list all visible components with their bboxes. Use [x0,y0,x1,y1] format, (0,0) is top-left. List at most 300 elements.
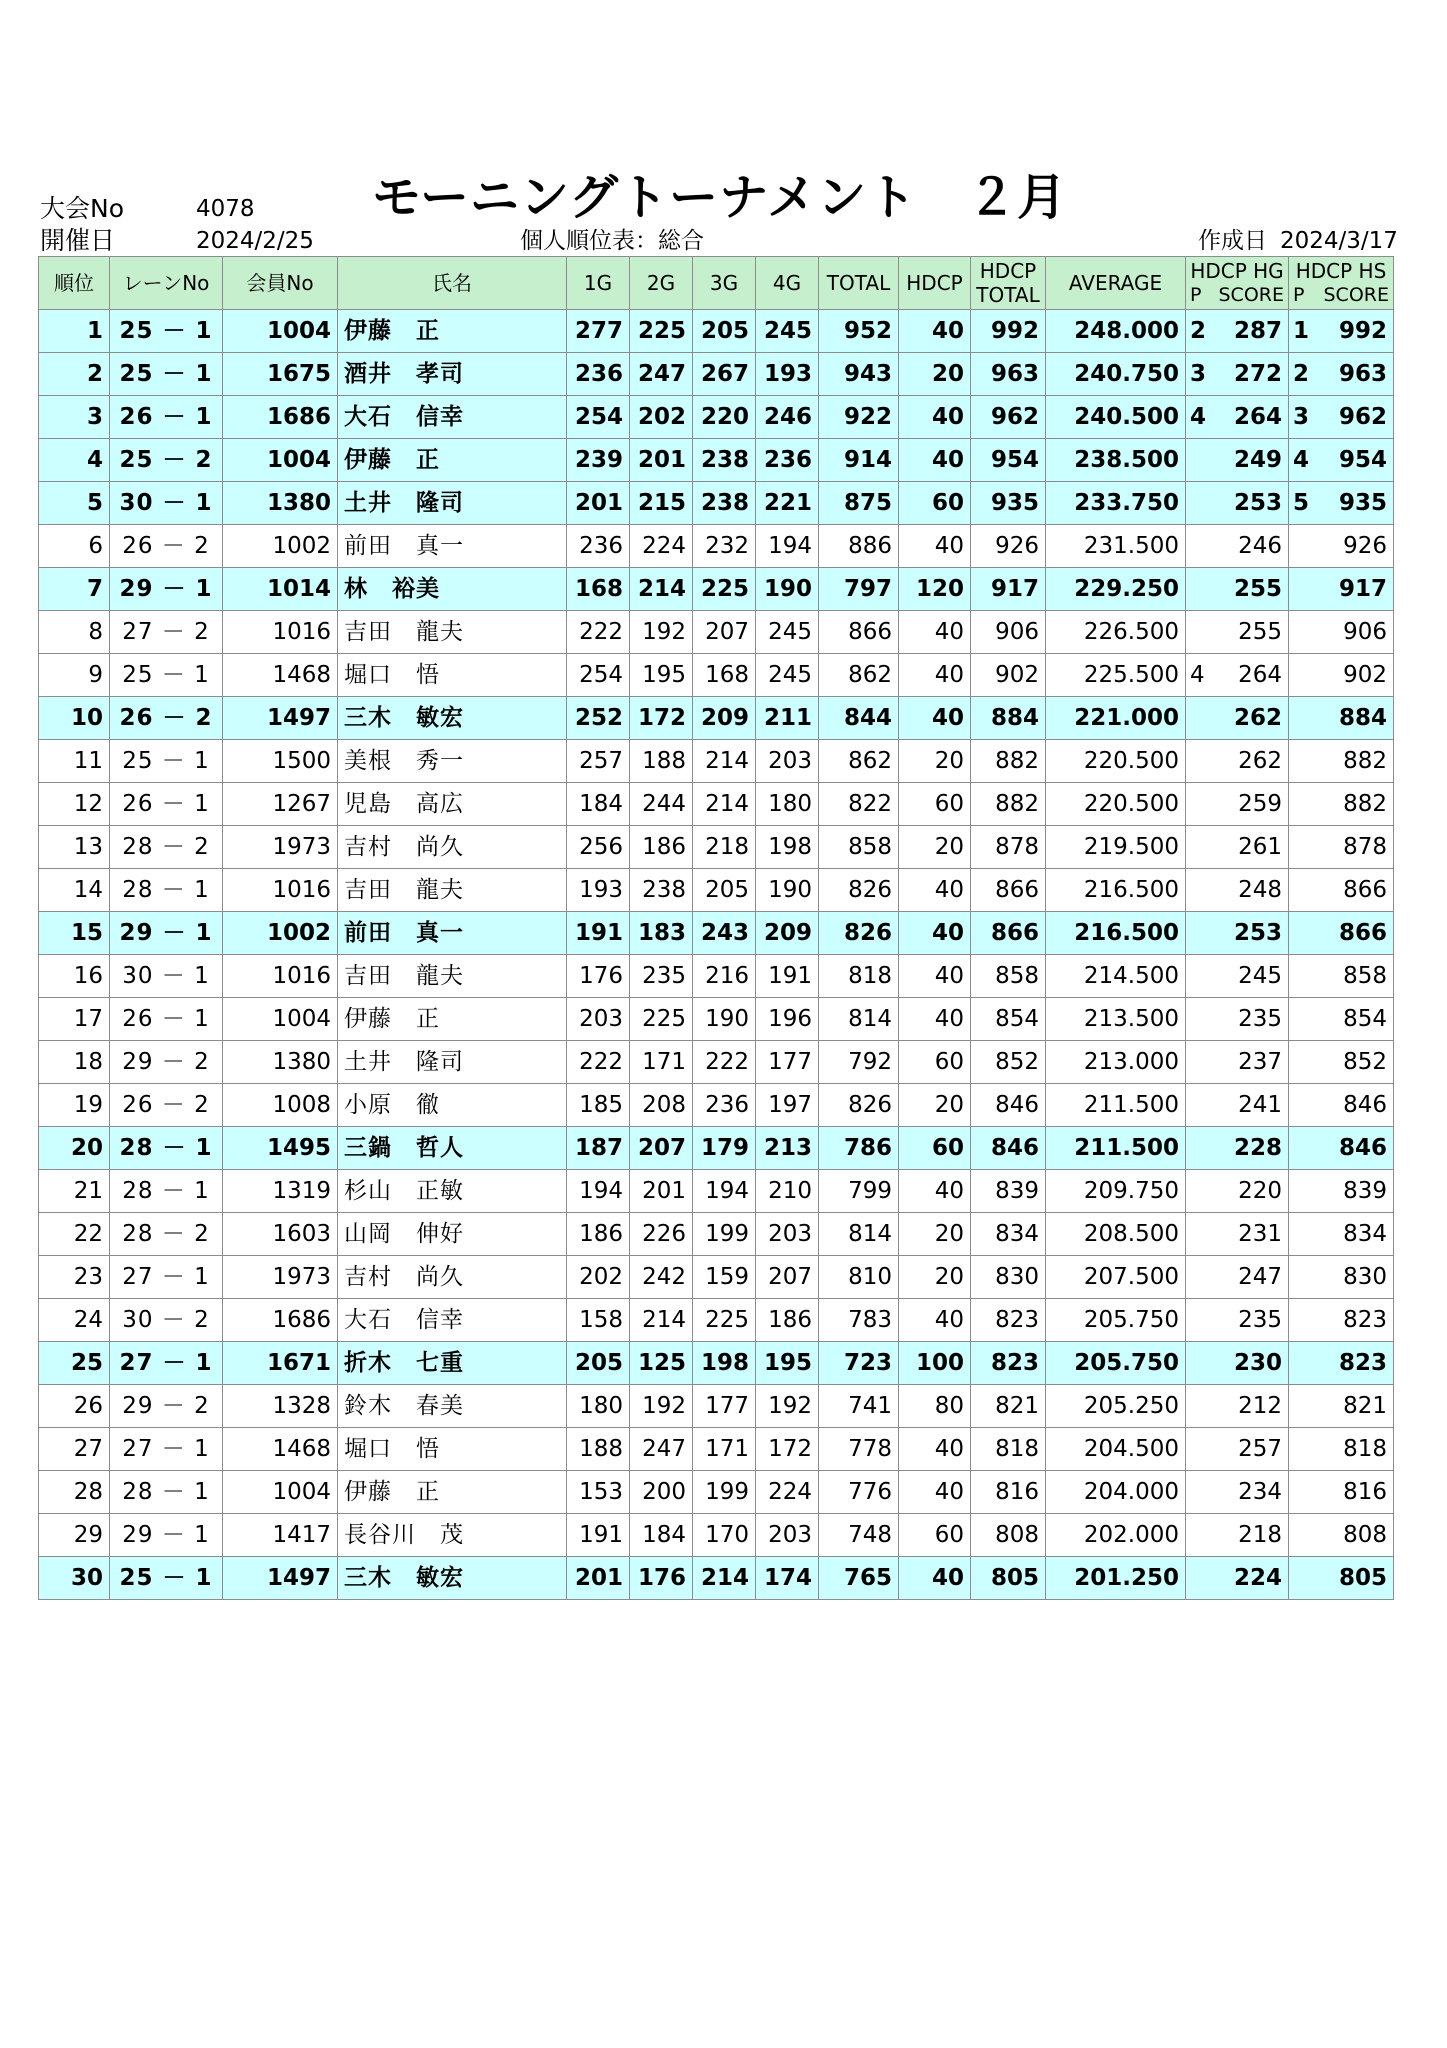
lane-cell: 30 － 1 [110,482,223,525]
game3-cell: 168 [693,654,756,697]
hdcp-hg-cell [1186,310,1289,353]
hs-score: 846 [1343,1092,1387,1118]
lane-cell: 25 － 1 [110,310,223,353]
average-cell: 205.250 [1046,1385,1186,1428]
table-row [39,697,1394,740]
hdcp-total-cell: 962 [971,396,1046,439]
hdcp-total-cell: 963 [971,353,1046,396]
hdcp-hg-cell [1186,439,1289,482]
hdcp-total-cell: 954 [971,439,1046,482]
hg-score: 255 [1238,619,1282,645]
average-cell: 216.500 [1046,869,1186,912]
rank-cell: 15 [39,912,110,955]
rank-cell: 23 [39,1256,110,1299]
game4-cell: 172 [756,1428,819,1471]
hdcp-hs-cell [1289,1213,1394,1256]
hg-score: 237 [1238,1049,1282,1075]
rank-cell: 7 [39,568,110,611]
rank-cell: 27 [39,1428,110,1471]
lane-cell: 25 － 1 [110,353,223,396]
hdcp-hs-cell [1289,1041,1394,1084]
average-cell: 211.500 [1046,1127,1186,1170]
hdcp-hg-cell [1186,396,1289,439]
player-name-cell: 林 裕美 [338,568,567,611]
average-cell: 220.500 [1046,783,1186,826]
hg-score: 220 [1238,1178,1282,1204]
rank-cell: 13 [39,826,110,869]
game2-cell: 226 [630,1213,693,1256]
hs-score: 839 [1343,1178,1387,1204]
rank-cell: 12 [39,783,110,826]
hs-score: 935 [1338,490,1387,516]
game3-cell: 199 [693,1471,756,1514]
member-no-cell: 1002 [223,525,338,568]
hdcp-hs-cell [1289,1514,1394,1557]
hdcp-hg-cell [1186,611,1289,654]
member-no-cell: 1497 [223,1557,338,1600]
hdcp-total-cell: 823 [971,1342,1046,1385]
hdcp-hs-cell [1289,1299,1394,1342]
hdcp-cell: 40 [899,611,971,654]
hg-score: 272 [1233,361,1282,387]
total-cell: 818 [819,955,899,998]
member-no-cell: 1603 [223,1213,338,1256]
hdcp-cell: 40 [899,1557,971,1600]
game1-cell: 153 [567,1471,630,1514]
rank-cell: 11 [39,740,110,783]
average-cell: 229.250 [1046,568,1186,611]
hdcp-cell: 60 [899,1127,971,1170]
page-title: モーニングトーナメント ２月 [372,169,1068,226]
hdcp-hg-cell [1186,998,1289,1041]
total-cell: 826 [819,912,899,955]
average-cell: 248.000 [1046,310,1186,353]
member-no-cell: 1495 [223,1127,338,1170]
col-hdcp-total-line2: TOTAL [976,283,1040,307]
hdcp-hg-cell [1186,697,1289,740]
average-cell: 216.500 [1046,912,1186,955]
col-member: 会員No [223,257,338,310]
hg-score: 248 [1238,877,1282,903]
hdcp-cell: 60 [899,783,971,826]
game1-cell: 205 [567,1342,630,1385]
player-name-cell: 土井 隆司 [338,482,567,525]
player-name-cell: 酒井 孝司 [338,353,567,396]
hdcp-total-cell: 992 [971,310,1046,353]
hdcp-cell: 120 [899,568,971,611]
game2-cell: 125 [630,1342,693,1385]
hdcp-total-cell: 884 [971,697,1046,740]
rank-cell: 1 [39,310,110,353]
game2-cell: 188 [630,740,693,783]
lane-cell: 28 － 1 [110,1127,223,1170]
game2-cell: 214 [630,568,693,611]
hdcp-total-cell: 834 [971,1213,1046,1256]
game3-cell: 205 [693,310,756,353]
game2-cell: 244 [630,783,693,826]
col-g3: 3G [693,257,756,310]
hs-score: 882 [1343,791,1387,817]
member-no-cell: 1973 [223,1256,338,1299]
average-cell: 240.500 [1046,396,1186,439]
game3-cell: 190 [693,998,756,1041]
player-name-cell: 吉田 龍夫 [338,611,567,654]
total-cell: 822 [819,783,899,826]
game4-cell: 210 [756,1170,819,1213]
lane-cell: 25 － 1 [110,654,223,697]
total-cell: 875 [819,482,899,525]
average-cell: 205.750 [1046,1299,1186,1342]
game1-cell: 257 [567,740,630,783]
player-name-cell: 三木 敏宏 [338,697,567,740]
game3-cell: 238 [693,439,756,482]
game2-cell: 171 [630,1041,693,1084]
ranking-table [38,256,1394,1600]
game1-cell: 191 [567,912,630,955]
game4-cell: 236 [756,439,819,482]
member-no-cell: 1016 [223,955,338,998]
table-row [39,869,1394,912]
game1-cell: 236 [567,525,630,568]
rank-cell: 8 [39,611,110,654]
game3-cell: 225 [693,1299,756,1342]
lane-cell: 30 － 1 [110,955,223,998]
hg-score: 212 [1238,1393,1282,1419]
average-cell: 231.500 [1046,525,1186,568]
hdcp-hs-cell [1289,310,1394,353]
game1-cell: 203 [567,998,630,1041]
game4-cell: 203 [756,1213,819,1256]
hs-score: 866 [1343,877,1387,903]
game3-cell: 214 [693,783,756,826]
hdcp-hg-cell [1186,783,1289,826]
hdcp-hs-cell [1289,568,1394,611]
lane-cell: 27 － 1 [110,1256,223,1299]
lane-cell: 27 － 2 [110,611,223,654]
hs-score: 830 [1343,1264,1387,1290]
game4-cell: 193 [756,353,819,396]
table-row [39,1428,1394,1471]
hg-score: 235 [1238,1307,1282,1333]
game1-cell: 239 [567,439,630,482]
rank-cell: 25 [39,1342,110,1385]
lane-cell: 26 － 2 [110,1084,223,1127]
hdcp-total-cell: 902 [971,654,1046,697]
game2-cell: 172 [630,697,693,740]
table-row [39,310,1394,353]
table-row [39,783,1394,826]
hdcp-hg-cell [1186,912,1289,955]
rank-cell: 19 [39,1084,110,1127]
average-cell: 201.250 [1046,1557,1186,1600]
hdcp-cell: 40 [899,1428,971,1471]
hg-score: 253 [1233,490,1282,516]
lane-cell: 26 － 1 [110,998,223,1041]
player-name-cell: 杉山 正敏 [338,1170,567,1213]
average-cell: 233.750 [1046,482,1186,525]
event-date: 2024/2/25 [196,228,314,254]
hs-place: 4 [1293,447,1310,473]
table-row [39,1041,1394,1084]
game4-cell: 211 [756,697,819,740]
game3-cell: 220 [693,396,756,439]
rank-cell: 21 [39,1170,110,1213]
hdcp-total-cell: 882 [971,740,1046,783]
game4-cell: 198 [756,826,819,869]
table-row [39,439,1394,482]
average-cell: 219.500 [1046,826,1186,869]
game3-cell: 216 [693,955,756,998]
hs-score: 962 [1338,404,1387,430]
game4-cell: 245 [756,310,819,353]
rank-cell: 2 [39,353,110,396]
rank-cell: 5 [39,482,110,525]
average-cell: 225.500 [1046,654,1186,697]
hs-score: 906 [1343,619,1387,645]
game4-cell: 203 [756,1514,819,1557]
game2-cell: 192 [630,1385,693,1428]
date-label: 開催日 [40,226,116,255]
game2-cell: 225 [630,998,693,1041]
rank-cell: 9 [39,654,110,697]
hg-place: 3 [1190,361,1207,387]
hg-score: 257 [1238,1436,1282,1462]
game4-cell: 207 [756,1256,819,1299]
table-row [39,1299,1394,1342]
hdcp-hs-cell [1289,439,1394,482]
hs-score: 954 [1338,447,1387,473]
total-cell: 748 [819,1514,899,1557]
hs-score: 866 [1338,920,1387,946]
total-cell: 778 [819,1428,899,1471]
hg-score: 261 [1238,834,1282,860]
col-hg-p: P [1190,284,1202,306]
game1-cell: 191 [567,1514,630,1557]
rank-cell: 26 [39,1385,110,1428]
hdcp-cell: 60 [899,1041,971,1084]
hdcp-hg-cell [1186,1213,1289,1256]
hdcp-hg-cell [1186,869,1289,912]
game2-cell: 247 [630,1428,693,1471]
hg-place: 4 [1190,404,1207,430]
hs-score: 992 [1338,318,1387,344]
hdcp-hs-cell [1289,396,1394,439]
total-cell: 814 [819,998,899,1041]
hdcp-hs-cell [1289,1170,1394,1213]
hdcp-cell: 40 [899,912,971,955]
game2-cell: 238 [630,869,693,912]
hdcp-hs-cell [1289,740,1394,783]
hdcp-hs-cell [1289,1557,1394,1600]
average-cell: 208.500 [1046,1213,1186,1256]
lane-cell: 25 － 1 [110,740,223,783]
hs-place: 3 [1293,404,1310,430]
hdcp-hs-cell [1289,1428,1394,1471]
game1-cell: 222 [567,611,630,654]
game1-cell: 254 [567,654,630,697]
player-name-cell: 堀口 悟 [338,654,567,697]
hdcp-hg-cell [1186,740,1289,783]
game4-cell: 221 [756,482,819,525]
hdcp-hs-cell [1289,1342,1394,1385]
game3-cell: 232 [693,525,756,568]
col-hdcp-total [971,257,1046,310]
hg-score: 228 [1233,1135,1282,1161]
total-cell: 814 [819,1213,899,1256]
rank-cell: 29 [39,1514,110,1557]
hs-score: 963 [1338,361,1387,387]
table-row [39,1084,1394,1127]
average-cell: 202.000 [1046,1514,1186,1557]
table-row [39,740,1394,783]
hs-score: 805 [1338,1565,1387,1591]
member-no-cell: 1014 [223,568,338,611]
game3-cell: 205 [693,869,756,912]
lane-cell: 28 － 1 [110,1170,223,1213]
average-cell: 205.750 [1046,1342,1186,1385]
hdcp-total-cell: 846 [971,1084,1046,1127]
hdcp-hg-cell [1186,353,1289,396]
player-name-cell: 土井 隆司 [338,1041,567,1084]
member-no-cell: 1016 [223,869,338,912]
hdcp-total-cell: 808 [971,1514,1046,1557]
hdcp-hg-cell [1186,1557,1289,1600]
hg-score: 247 [1238,1264,1282,1290]
lane-cell: 25 － 1 [110,1557,223,1600]
table-row [39,955,1394,998]
game4-cell: 245 [756,654,819,697]
rank-cell: 24 [39,1299,110,1342]
table-row [39,396,1394,439]
member-no-cell: 1675 [223,353,338,396]
game2-cell: 195 [630,654,693,697]
game3-cell: 198 [693,1342,756,1385]
hdcp-cell: 100 [899,1342,971,1385]
table-row [39,912,1394,955]
hg-score: 224 [1233,1565,1282,1591]
game1-cell: 201 [567,482,630,525]
hdcp-cell: 40 [899,1170,971,1213]
col-hdcp-hs [1289,257,1394,310]
hs-score: 823 [1343,1307,1387,1333]
player-name-cell: 山岡 伸好 [338,1213,567,1256]
col-hdcp-total-line1: HDCP [979,259,1037,283]
lane-cell: 26 － 2 [110,525,223,568]
game3-cell: 243 [693,912,756,955]
hdcp-cell: 40 [899,955,971,998]
table-row [39,482,1394,525]
total-cell: 886 [819,525,899,568]
game4-cell: 245 [756,611,819,654]
col-hdcp-hs-line1: HDCP HS [1295,259,1387,283]
hdcp-hg-cell [1186,1256,1289,1299]
hdcp-cell: 20 [899,1213,971,1256]
lane-cell: 26 － 2 [110,697,223,740]
average-cell: 240.750 [1046,353,1186,396]
table-row [39,1557,1394,1600]
hdcp-cell: 40 [899,525,971,568]
hdcp-hs-cell [1289,1127,1394,1170]
hdcp-hg-cell [1186,654,1289,697]
total-cell: 844 [819,697,899,740]
average-cell: 213.000 [1046,1041,1186,1084]
table-row [39,1385,1394,1428]
hg-score: 287 [1233,318,1282,344]
hg-score: 231 [1238,1221,1282,1247]
hdcp-cell: 40 [899,439,971,482]
hs-score: 818 [1343,1436,1387,1462]
game4-cell: 186 [756,1299,819,1342]
hdcp-hg-cell [1186,482,1289,525]
member-no-cell: 1973 [223,826,338,869]
lane-cell: 29 － 1 [110,912,223,955]
hs-place: 2 [1293,361,1310,387]
member-no-cell: 1497 [223,697,338,740]
rank-cell: 10 [39,697,110,740]
tournament-no-label: 大会No [40,194,124,223]
game2-cell: 235 [630,955,693,998]
game2-cell: 176 [630,1557,693,1600]
rank-cell: 14 [39,869,110,912]
player-name-cell: 折木 七重 [338,1342,567,1385]
member-no-cell: 1686 [223,1299,338,1342]
rank-cell: 3 [39,396,110,439]
hdcp-cell: 20 [899,826,971,869]
member-no-cell: 1328 [223,1385,338,1428]
game2-cell: 242 [630,1256,693,1299]
hdcp-hs-cell [1289,826,1394,869]
game3-cell: 225 [693,568,756,611]
hdcp-hg-cell [1186,1428,1289,1471]
hdcp-hg-cell [1186,1299,1289,1342]
player-name-cell: 吉田 龍夫 [338,869,567,912]
hdcp-hs-cell [1289,353,1394,396]
hdcp-total-cell: 935 [971,482,1046,525]
rank-cell: 17 [39,998,110,1041]
member-no-cell: 1319 [223,1170,338,1213]
rank-cell: 30 [39,1557,110,1600]
hg-score: 259 [1238,791,1282,817]
game4-cell: 195 [756,1342,819,1385]
table-row [39,826,1394,869]
col-g1: 1G [567,257,630,310]
game1-cell: 185 [567,1084,630,1127]
total-cell: 922 [819,396,899,439]
player-name-cell: 堀口 悟 [338,1428,567,1471]
table-row [39,1127,1394,1170]
hs-place: 1 [1293,318,1310,344]
col-hdcp: HDCP [899,257,971,310]
hdcp-total-cell: 839 [971,1170,1046,1213]
table-row [39,1170,1394,1213]
hdcp-total-cell: 852 [971,1041,1046,1084]
hg-score: 262 [1238,748,1282,774]
average-cell: 220.500 [1046,740,1186,783]
hdcp-hs-cell [1289,1471,1394,1514]
hdcp-hs-cell [1289,869,1394,912]
player-name-cell: 三鍋 哲人 [338,1127,567,1170]
col-total: TOTAL [819,257,899,310]
lane-cell: 28 － 2 [110,826,223,869]
game1-cell: 184 [567,783,630,826]
game1-cell: 222 [567,1041,630,1084]
hdcp-total-cell: 854 [971,998,1046,1041]
game3-cell: 170 [693,1514,756,1557]
hg-score: 235 [1238,1006,1282,1032]
hs-score: 917 [1338,576,1387,602]
game2-cell: 215 [630,482,693,525]
lane-cell: 29 － 1 [110,568,223,611]
